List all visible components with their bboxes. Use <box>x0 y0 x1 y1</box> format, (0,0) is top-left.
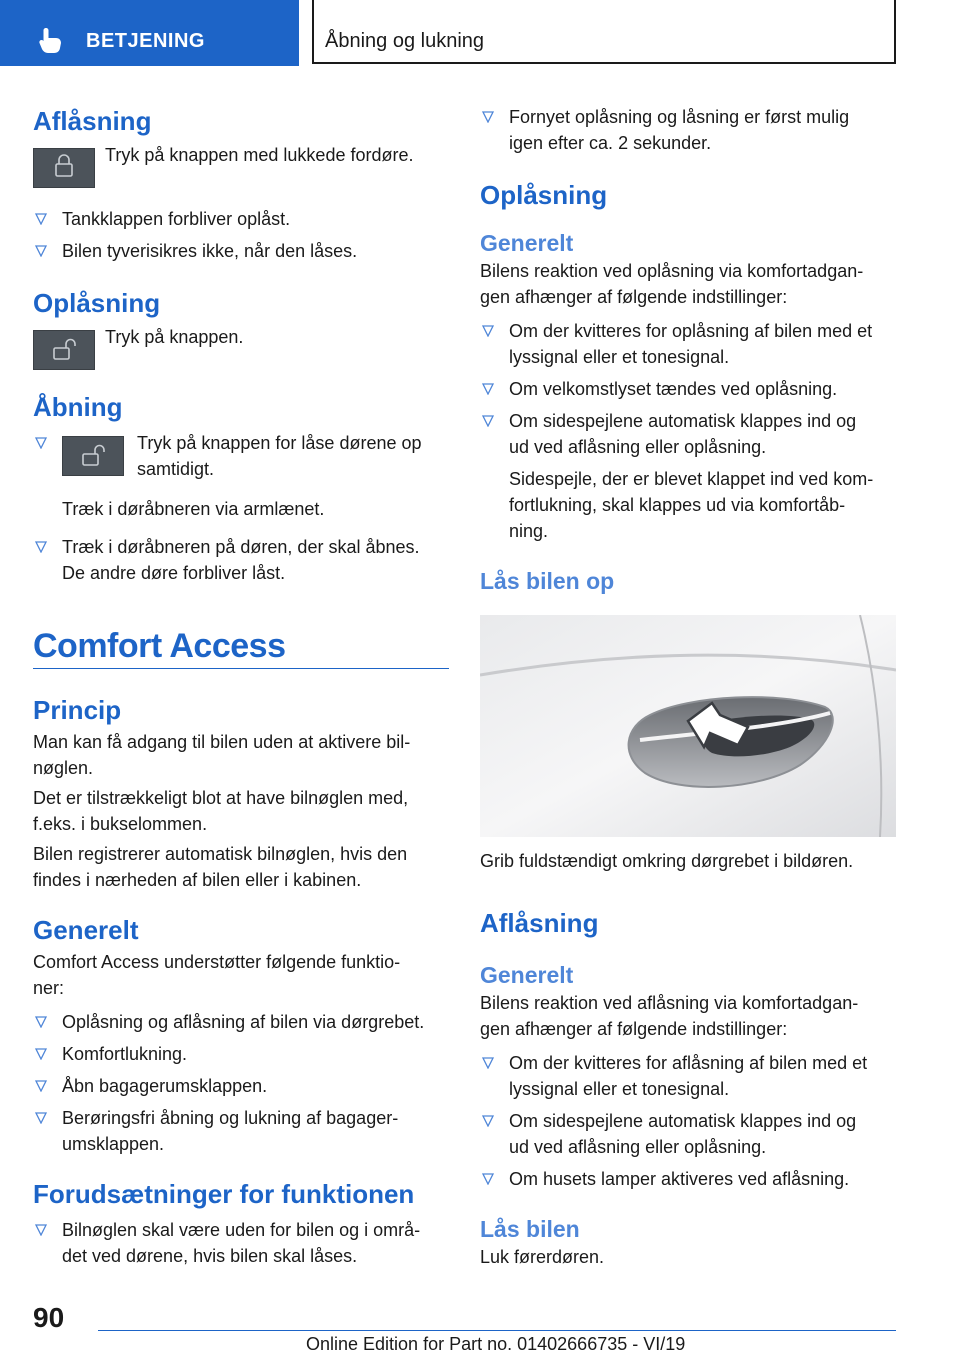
footer-edition: Online Edition for Part no. 01402666735 - VI/19 <box>306 1334 686 1354</box>
triangle-bullet-icon <box>35 1048 47 1060</box>
heading-generelt: Generelt <box>33 915 139 945</box>
heading-generelt: Generelt <box>480 230 574 256</box>
triangle-bullet-icon <box>35 213 47 225</box>
list-item: Om sidespejlene automatisk klappes ind og ud ved aflåsning eller oplåsning. <box>480 1108 896 1160</box>
heading-aflasning: Aflåsning <box>480 908 599 938</box>
list-item: Åbn bagagerumsklappen. <box>33 1073 449 1099</box>
triangle-bullet-icon <box>482 1057 494 1069</box>
heading-las-bilen-op: Lås bilen op <box>480 568 615 594</box>
generelt-p: Bilens reaktion ved oplåsning via komfortadgan- gen afhænger af følgende indstillinger: <box>480 261 864 307</box>
list-item: Bilen tyverisikres ikke, når den låses. <box>33 238 449 264</box>
list-item: Oplåsning og aflåsning af bilen via dørgrebet. <box>33 1009 449 1035</box>
list-item: Bilnøglen skal være uden for bilen og i områ- det ved dørene, hvis bilen skal låses. <box>33 1217 449 1269</box>
list-item: Om der kvitteres for aflåsning af bilen med et lyssignal eller et tonesignal. <box>480 1050 896 1102</box>
triangle-bullet-icon <box>35 437 47 449</box>
lock-instruction <box>33 145 449 202</box>
lock-icon <box>34 149 96 189</box>
unlock-instruction <box>33 327 449 384</box>
princip-p1: Man kan få adgang til bilen uden at aktivere bil- nøglen. <box>33 732 411 778</box>
heading-oplasning: Oplåsning <box>480 180 608 210</box>
heading-aflasning: Aflåsning <box>33 106 152 136</box>
b3-extra: Sidespejle, der er blevet klappet ind ved kom- fortlukning, skal klappes ud via komfortåb- ning. <box>509 469 874 541</box>
triangle-bullet-icon <box>35 1112 47 1124</box>
hand-icon <box>38 26 64 54</box>
unlock-button-image <box>62 436 124 476</box>
unlock-icon <box>34 331 96 371</box>
right-column <box>480 100 896 596</box>
section-tab-label: BETJENING <box>86 30 205 52</box>
triangle-bullet-icon <box>35 1224 47 1236</box>
lock-button-image <box>33 148 95 188</box>
triangle-bullet-icon <box>482 325 494 337</box>
generelt-p: Comfort Access understøtter følgende funktio- ner: <box>33 952 401 998</box>
heading-rule <box>33 668 449 669</box>
photo-caption: Grib fuldstændigt omkring dørgrebet i bildøren. <box>480 851 854 871</box>
page-number: 90 <box>33 1302 65 1333</box>
triangle-bullet-icon <box>482 383 494 395</box>
generelt2-p: Bilens reaktion ved aflåsning via komfortadgan- gen afhænger af følgende indstillinger: <box>480 993 859 1039</box>
princip-p2: Det er tilstrækkeligt blot at have bilnøglen med, f.eks. i bukselommen. <box>33 788 409 834</box>
heading-abning: Åbning <box>33 392 123 422</box>
aflasning-text: Tryk på knappen med lukkede fordøre. <box>105 145 414 165</box>
list-item: Om husets lamper aktiveres ved aflåsning. <box>480 1166 896 1192</box>
list-item <box>33 430 449 482</box>
list-item: Om velkomstlyset tændes ved oplåsning. <box>480 376 896 402</box>
heading-generelt: Generelt <box>480 962 574 988</box>
oplasning-text: Tryk på knappen. <box>105 327 244 347</box>
footer-rule <box>98 1330 896 1331</box>
page-title: Åbning og lukning <box>325 30 485 52</box>
heading-las-bilen: Lås bilen <box>480 1216 580 1242</box>
princip-p3: Bilen registrerer automatisk bilnøglen, hvis den findes i nærheden af bilen eller i kabinen. <box>33 844 408 890</box>
left-column <box>33 100 449 1269</box>
triangle-bullet-icon <box>482 1115 494 1127</box>
triangle-bullet-icon <box>482 111 494 123</box>
heading-oplasning: Oplåsning <box>33 288 161 318</box>
triangle-bullet-icon <box>35 245 47 257</box>
section-tab <box>0 0 299 66</box>
unlock-icon <box>63 437 125 477</box>
triangle-bullet-icon <box>482 1173 494 1185</box>
list-item: Komfortlukning. <box>33 1041 449 1067</box>
triangle-bullet-icon <box>35 1080 47 1092</box>
triangle-bullet-icon <box>35 1016 47 1028</box>
unlock-button-image <box>33 330 95 370</box>
list-item: Træk i døråbneren på døren, der skal åbnes. De andre døre forbliver låst. <box>33 534 449 586</box>
list-item: Om der kvitteres for oplåsning af bilen med et lyssignal eller et tonesignal. <box>480 318 896 370</box>
las-bilen-text: Luk førerdøren. <box>480 1247 605 1267</box>
door-handle-image <box>480 615 896 837</box>
list-item: Tankklappen forbliver oplåst. <box>33 206 449 232</box>
list-item: Om sidespejlene automatisk klappes ind og ud ved aflåsning eller oplåsning. <box>480 408 896 460</box>
triangle-bullet-icon <box>35 541 47 553</box>
list-item: Fornyet oplåsning og låsning er først mulig igen efter ca. 2 sekunder. <box>480 104 896 156</box>
heading-comfort-access: Comfort Access <box>33 627 286 665</box>
heading-forudsaetninger: Forudsætninger for funktionen <box>33 1179 415 1209</box>
list-item: Berøringsfri åbning og lukning af bagager- umsklappen. <box>33 1105 449 1157</box>
triangle-bullet-icon <box>482 415 494 427</box>
abning-b1-text: Tryk på knappen for låse dørene op samtidigt. <box>137 433 422 479</box>
heading-princip: Princip <box>33 695 122 725</box>
right-column-lower <box>480 906 896 1270</box>
abning-b1-extra: Træk i døråbneren via armlænet. <box>62 499 325 519</box>
